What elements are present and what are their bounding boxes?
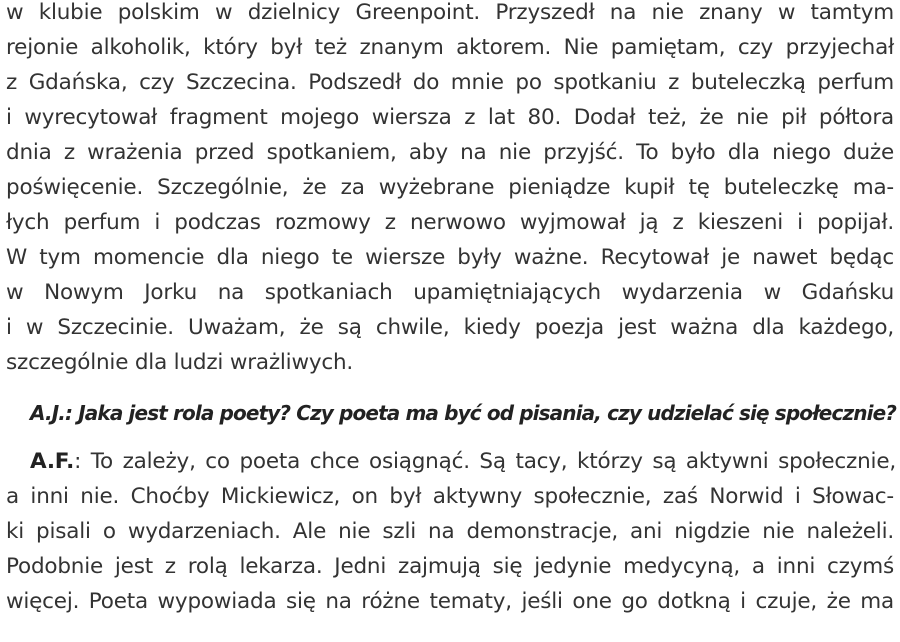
- paragraph-line: w Nowym Jorku na spotkaniach upamiętniających wydarzenia w Gdańsku: [6, 280, 894, 305]
- answer-line: a inni nie. Choćby Mickiewicz, on był aktywny społecznie, zaś Norwid i Słowac-: [6, 484, 894, 509]
- answer-line: Podobnie jest z rolą lekarza. Jedni zajmują się jedynie medycyną, a inni czymś: [6, 554, 894, 579]
- paragraph-line: poświęcenie. Szczególnie, że za wyżebrane pieniądze kupił tę buteleczkę ma-: [6, 175, 894, 200]
- paragraph-line: W tym momencie dla niego te wiersze były ważne. Recytował je nawet będąc: [6, 245, 894, 270]
- paragraph-line: łych perfum i podczas rozmowy z nerwowo wyjmował ją z kieszeni i popijał.: [6, 210, 894, 235]
- speaker-label: A.F.: [30, 449, 75, 474]
- answer-line: ki pisali o wydarzeniach. Ale nie szli na demonstracje, ani nigdzie nie należeli.: [6, 519, 894, 544]
- interview-question: A.J.: Jaka jest rola poety? Czy poeta ma być od pisania, czy udzielać się społecznie?: [30, 401, 896, 425]
- paragraph-line: i w Szczecinie. Uważam, że są chwile, kiedy poezja jest ważna dla każdego,: [6, 315, 894, 340]
- paragraph-line: i wyrecytował fragment mojego wiersza z lat 80. Dodał też, że nie pił półtora: [6, 105, 894, 130]
- answer-first-line: [30, 447, 896, 477]
- paragraph-line: z Gdańska, czy Szczecina. Podszedł do mnie po spotkaniu z buteleczką perfum: [6, 70, 894, 95]
- paragraph-line: dnia z wrażenia przed spotkaniem, aby na nie przyjść. To było dla niego duże: [6, 140, 894, 165]
- paragraph-line: rejonie alkoholik, który był też znanym aktorem. Nie pamiętam, czy przyjechał: [6, 35, 894, 60]
- paragraph-line: w klubie polskim w dzielnicy Greenpoint. Przyszedł na nie znany w tamtym: [6, 0, 894, 25]
- answer-first-line-text: : To zależy, co poeta chce osiągnąć. Są tacy, którzy są aktywni społecznie,: [74, 449, 896, 474]
- answer-line: więcej. Poeta wypowiada się na różne tematy, jeśli one go dotkną i czuje, że ma: [6, 589, 894, 614]
- paragraph-last-line: szczególnie dla ludzi wrażliwych.: [6, 350, 354, 375]
